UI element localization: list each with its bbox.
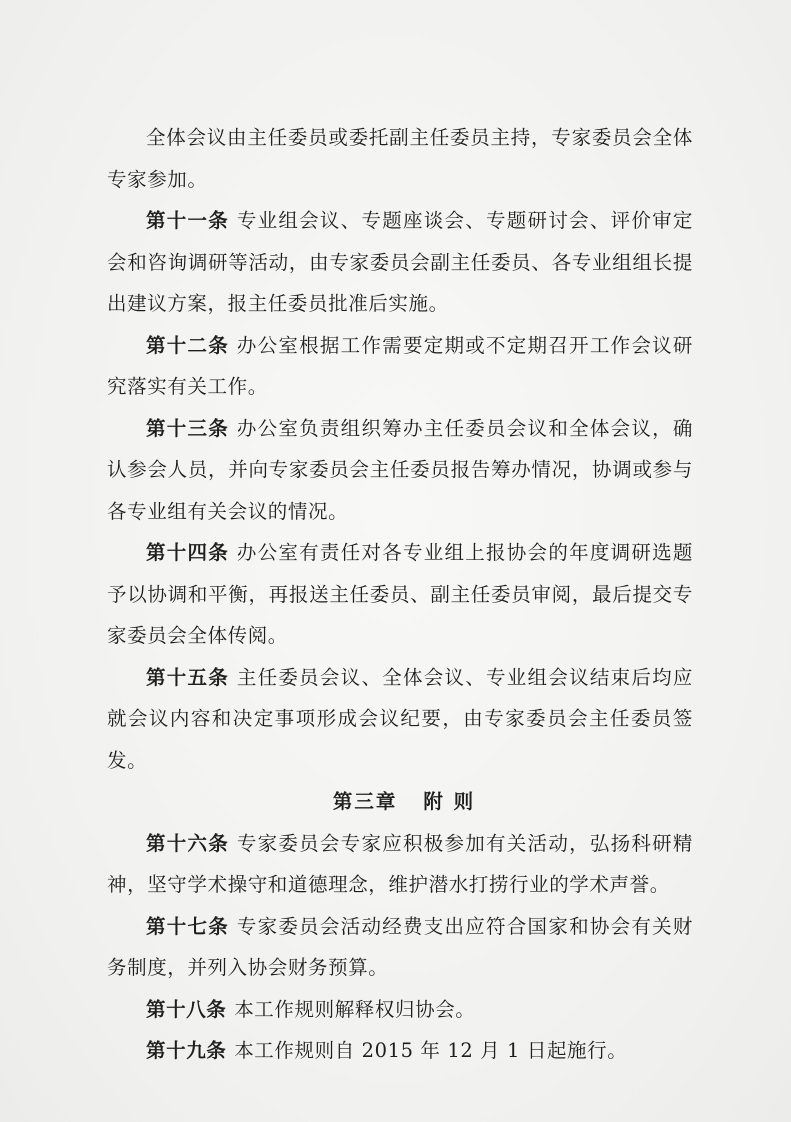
article-17 <box>107 906 693 989</box>
article-11 <box>107 200 693 325</box>
article-text: 本工作规则解释权归协会。 <box>234 997 476 1021</box>
chapter-heading <box>107 781 693 823</box>
article-number: 第十六条 <box>146 831 230 855</box>
paragraph-text: 全体会议由主任委员或委托副主任委员主持，专家委员会全体专家参加。 <box>107 126 693 191</box>
article-18 <box>107 989 693 1031</box>
paragraph-plenary-meeting <box>107 117 693 200</box>
article-number: 第十九条 <box>146 1039 227 1062</box>
article-text: 办公室根据工作需要定期或不定期召开工作会议研究落实有关工作。 <box>107 333 693 398</box>
article-15 <box>107 657 693 782</box>
article-12 <box>107 325 693 408</box>
article-number: 第十五条 <box>146 665 230 689</box>
article-text: 办公室负责组织筹办主任委员会议和全体会议，确认参会人员，并向专家委员会主任委员报告筹办情况，协调或参与各专业组有关会议的情况。 <box>107 416 693 523</box>
document-body <box>107 117 693 1072</box>
article-text: 专业组会议、专题座谈会、专题研讨会、评价审定会和咨询调研等活动，由专家委员会副主任委员、各专业组组长提出建议方案，报主任委员批准后实施。 <box>107 209 693 315</box>
article-text: 主任委员会议、全体会议、专业组会议结束后均应就会议内容和决定事项形成会议纪要，由专家委员会主任委员签发。 <box>107 665 693 772</box>
article-text: 本工作规则自 2015 年 12 月 1 日起施行。 <box>234 1039 628 1062</box>
article-number: 第十三条 <box>146 416 230 440</box>
article-19 <box>107 1030 693 1072</box>
article-number: 第十四条 <box>146 541 230 564</box>
article-16 <box>107 823 693 906</box>
article-text: 专家委员会活动经费支出应符合国家和协会有关财务制度，并列入协会财务预算。 <box>107 914 693 979</box>
article-text: 专家委员会专家应积极参加有关活动，弘扬科研精神，坚守学术操守和道德理念，维护潜水打捞行业的学术声誉。 <box>107 831 693 896</box>
article-text: 办公室有责任对各专业组上报协会的年度调研选题予以协调和平衡，再报送主任委员、副主任委员审阅，最后提交专家委员会全体传阅。 <box>107 541 693 647</box>
article-number: 第十二条 <box>146 333 230 357</box>
article-number: 第十七条 <box>146 914 230 938</box>
chapter-number: 第三章 <box>332 790 398 813</box>
article-number: 第十八条 <box>146 997 227 1021</box>
article-number: 第十一条 <box>146 209 230 232</box>
article-13 <box>107 408 693 533</box>
article-14 <box>107 532 693 657</box>
chapter-title: 附 则 <box>423 790 476 813</box>
